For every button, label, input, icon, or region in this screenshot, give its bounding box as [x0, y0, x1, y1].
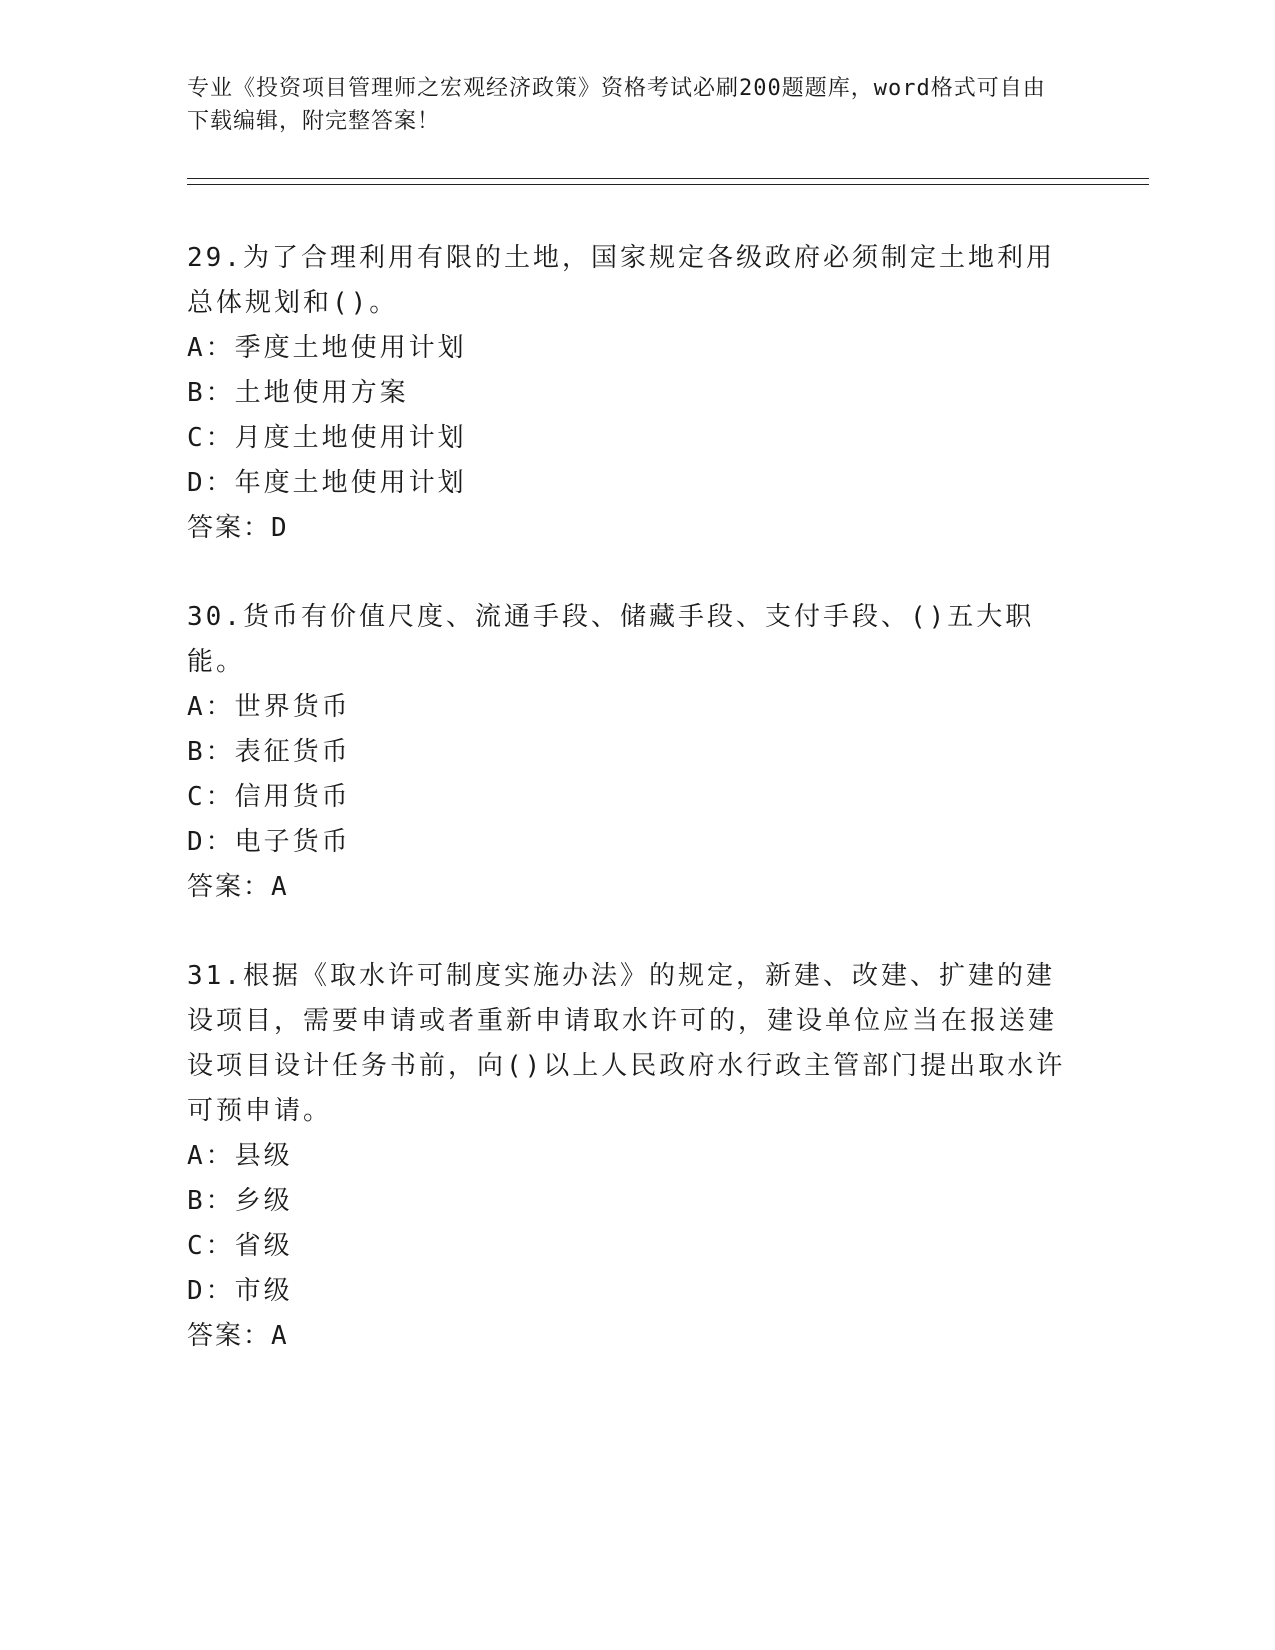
- option-b: B：乡级: [187, 1186, 293, 1216]
- question-stem: 30.货币有价值尺度、流通手段、储藏手段、支付手段、()五大职能。: [187, 602, 1035, 677]
- option-b: B：土地使用方案: [187, 378, 409, 408]
- answer: 答案：A: [187, 1321, 289, 1351]
- option-c: C：信用货币: [187, 782, 351, 812]
- question-31: [187, 954, 1067, 1359]
- answer: 答案：A: [187, 872, 289, 902]
- question-stem: 31.根据《取水许可制度实施办法》的规定，新建、改建、扩建的建设项目，需要申请或者重新申请取水许可的，建设单位应当在报送建设项目设计任务书前，向()以上人民政府水行政主管部门提出取水许可预申请。: [187, 961, 1066, 1126]
- header-divider-top: [187, 178, 1149, 179]
- header-divider-bottom: [187, 184, 1149, 185]
- option-b: B：表征货币: [187, 737, 351, 767]
- question-stem: 29.为了合理利用有限的土地，国家规定各级政府必须制定土地利用总体规划和()。: [187, 243, 1055, 318]
- option-c: C：省级: [187, 1231, 293, 1261]
- question-29: [187, 236, 1067, 551]
- option-d: D：市级: [187, 1276, 293, 1306]
- option-c: C：月度土地使用计划: [187, 423, 467, 453]
- option-a: A：世界货币: [187, 692, 351, 722]
- document-header: 专业《投资项目管理师之宏观经济政策》资格考试必刷200题题库，word格式可自由下载编辑，附完整答案！: [187, 76, 1046, 134]
- question-30: [187, 595, 1067, 910]
- option-d: D：电子货币: [187, 827, 351, 857]
- question-list: [187, 236, 1067, 1403]
- option-d: D：年度土地使用计划: [187, 468, 467, 498]
- option-a: A：季度土地使用计划: [187, 333, 467, 363]
- option-a: A：县级: [187, 1141, 293, 1171]
- answer: 答案：D: [187, 513, 289, 543]
